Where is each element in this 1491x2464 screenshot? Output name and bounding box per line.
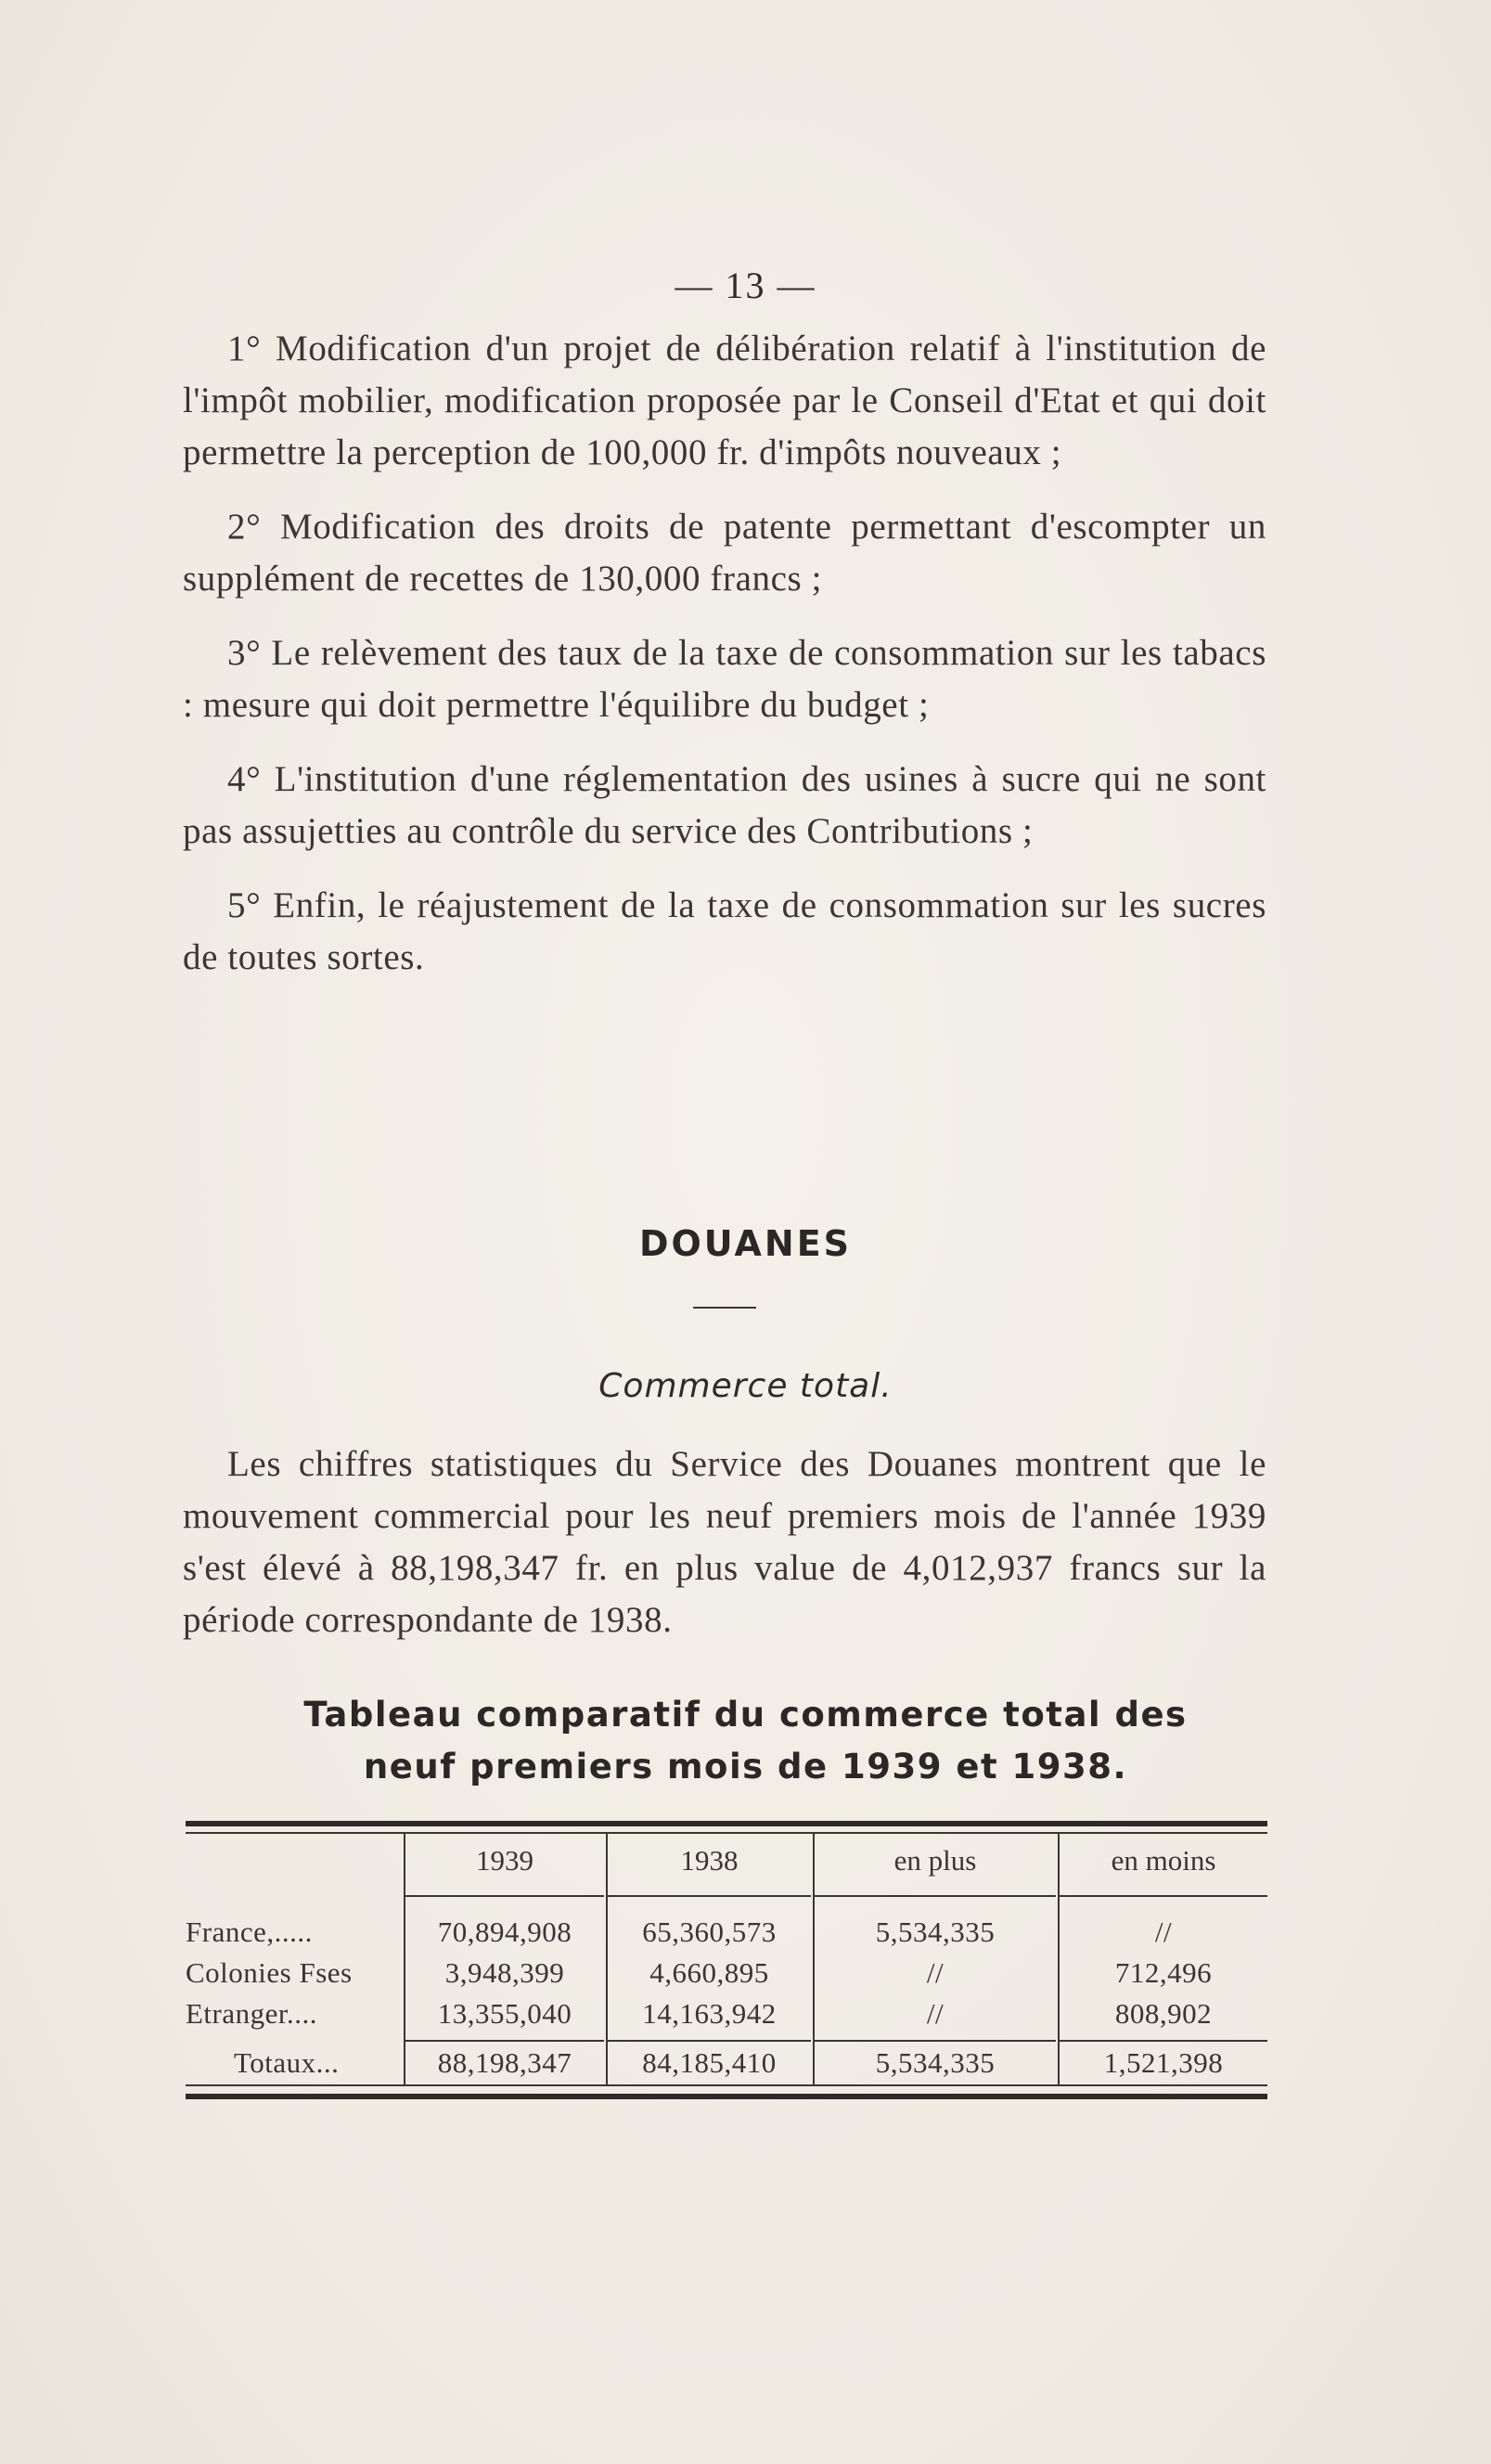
table-bottom-rule bbox=[186, 2094, 1267, 2099]
row-label-colonies: Colonies Fses bbox=[186, 1956, 353, 1989]
body-text bbox=[183, 1438, 1266, 1646]
table-cell: 65,360,573 bbox=[642, 1916, 777, 1948]
list-item-3: 3° Le relèvement des taux de la taxe de consommation sur les tabacs : mesure qui doit permettre l'équilibre du budget ; bbox=[183, 633, 1266, 725]
header-underline bbox=[608, 1895, 811, 1897]
table-cell: 14,163,942 bbox=[642, 1997, 777, 2030]
total-en-plus: 5,534,335 bbox=[875, 2046, 996, 2079]
header-1938: 1938 bbox=[680, 1844, 739, 1877]
table-top-rule bbox=[186, 1821, 1267, 1826]
section-heading: DOUANES bbox=[638, 1223, 853, 1264]
header-underline bbox=[405, 1895, 604, 1897]
totals-rule bbox=[608, 2040, 811, 2042]
subheading: Commerce total. bbox=[598, 1367, 893, 1405]
header-1939: 1939 bbox=[476, 1844, 533, 1877]
totals-label: Totaux... bbox=[234, 2046, 340, 2079]
header-underline bbox=[815, 1895, 1056, 1897]
row-label-etranger: Etranger.... bbox=[186, 1997, 318, 2030]
total-1938: 84,185,410 bbox=[642, 2046, 777, 2079]
list-item-2: 2° Modification des droits de patente permettant d'escompter un supplément de recettes de 130,000 francs ; bbox=[183, 507, 1266, 599]
table-bottom-thin-rule bbox=[186, 2084, 1267, 2086]
table-cell: 13,355,040 bbox=[437, 1997, 572, 2030]
table-cell: 712,496 bbox=[1114, 1956, 1213, 1989]
total-en-moins: 1,521,398 bbox=[1103, 2046, 1224, 2079]
table-cell: 808,902 bbox=[1114, 1997, 1213, 2030]
list-item-4: 4° L'institution d'une réglementation des usines à sucre qui ne sont pas assujetties au contrôle du service des Contributions ; bbox=[183, 759, 1266, 851]
table-cell: 70,894,908 bbox=[437, 1916, 572, 1948]
table-top-thin-rule bbox=[186, 1832, 1267, 1834]
list-item-1: 1° Modification d'un projet de délibération relatif à l'institution de l'impôt mobilier, modification proposée par le Conseil d'Etat et qui doit permettre la perception de 100,000 fr. d'impôts nouveaux ; bbox=[183, 329, 1266, 472]
table-title-line-1: Tableau comparatif du commerce total des bbox=[303, 1695, 1188, 1735]
table-cell: // bbox=[1154, 1916, 1173, 1948]
total-1939: 88,198,347 bbox=[437, 2046, 572, 2079]
table-title-line-2: neuf premiers mois de 1939 et 1938. bbox=[363, 1747, 1128, 1787]
header-en-plus: en plus bbox=[893, 1844, 977, 1877]
totals-rule bbox=[815, 2040, 1056, 2042]
numbered-list bbox=[183, 323, 1266, 984]
totals-rule bbox=[1060, 2040, 1267, 2042]
table-cell: 4,660,895 bbox=[649, 1956, 769, 1989]
heading-divider bbox=[693, 1307, 756, 1309]
table-cell: // bbox=[926, 1956, 945, 1989]
table-cell: 5,534,335 bbox=[875, 1916, 996, 1948]
header-underline bbox=[1060, 1895, 1267, 1897]
list-item-5: 5° Enfin, le réajustement de la taxe de consommation sur les sucres de toutes sortes. bbox=[183, 885, 1266, 977]
header-en-moins: en moins bbox=[1111, 1844, 1216, 1877]
page-number: — 13 — bbox=[675, 264, 816, 306]
body-paragraph: Les chiffres statistiques du Service des Douanes montrent que le mouvement commercial pour les neuf premiers mois de l'année 1939 s'est élevé à 88,198,347 fr. en plus value de 4,012,937 francs sur la période correspondante de 1938. bbox=[183, 1444, 1266, 1640]
table-cell: 3,948,399 bbox=[444, 1956, 565, 1989]
table-cell: // bbox=[926, 1997, 945, 2030]
row-label-france: France,..... bbox=[186, 1916, 313, 1948]
comparison-table bbox=[186, 1821, 1267, 2136]
totals-rule bbox=[405, 2040, 604, 2042]
